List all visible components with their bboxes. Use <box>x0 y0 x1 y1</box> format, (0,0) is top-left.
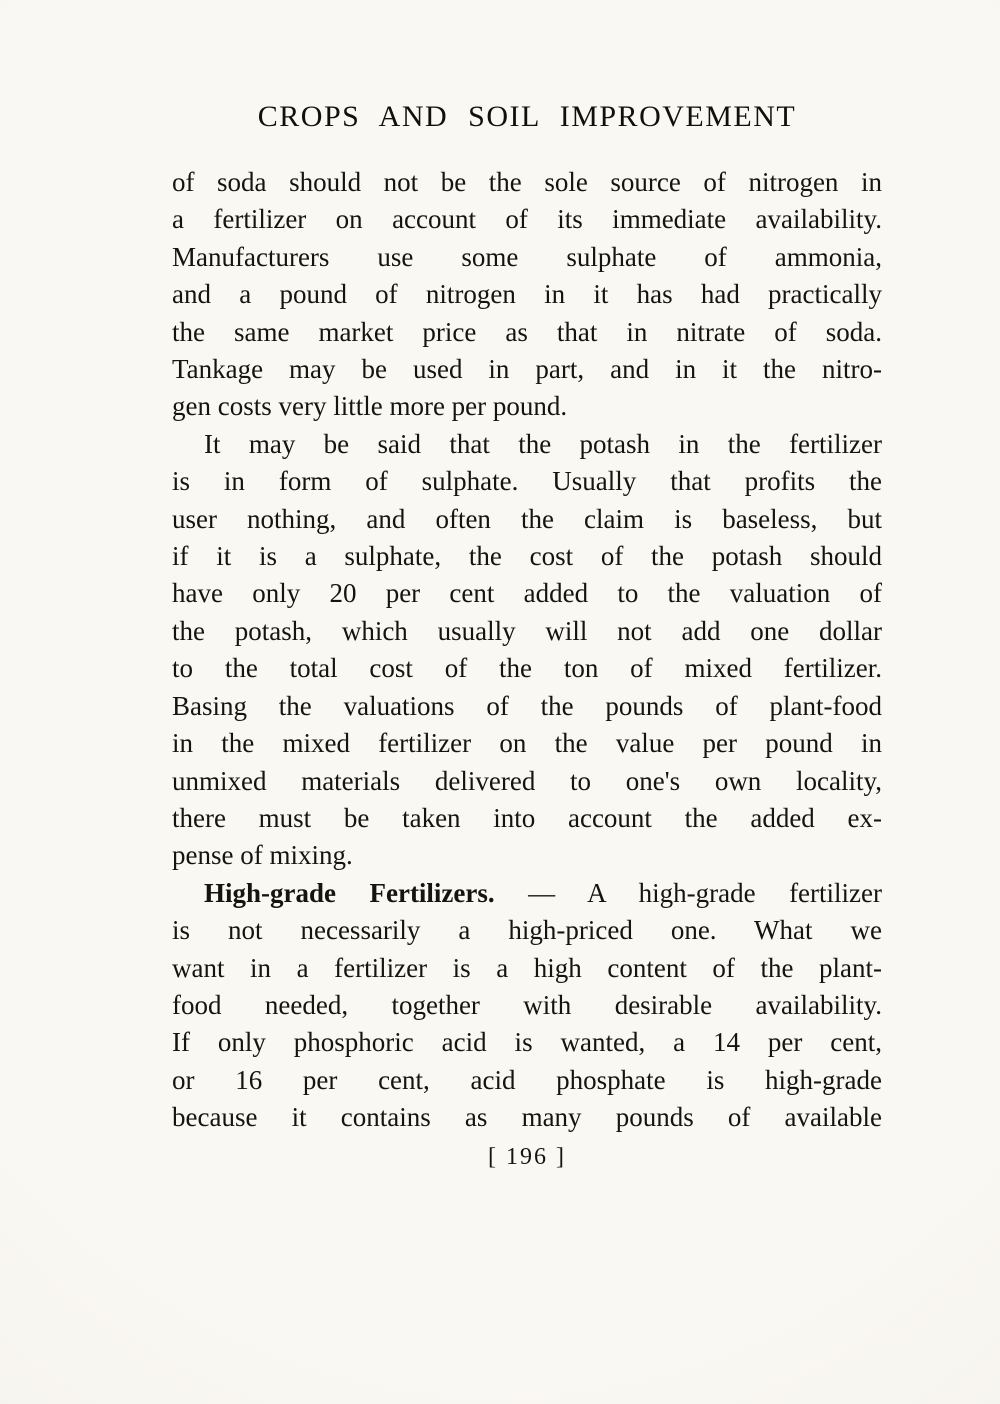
text-line: want in a fertilizer is a high content of the plant- <box>172 952 882 983</box>
text-line: or 16 per cent, acid phosphate is high-grade <box>172 1064 882 1095</box>
text-line: and a pound of nitrogen in it has had practically <box>172 279 882 310</box>
text-line: is not necessarily a high-priced one. What we <box>172 915 882 946</box>
text-line-rest: — A high-grade fertilizer <box>494 877 882 908</box>
text-line: It may be said that the potash in the fertilizer <box>204 428 882 459</box>
text-line: Basing the valuations of the pounds of plant-food <box>172 690 882 721</box>
text-line: the same market price as that in nitrate of soda. <box>172 316 882 347</box>
text-line: there must be taken into account the added ex- <box>172 802 882 833</box>
text-line: in the mixed fertilizer on the value per pound in <box>172 728 882 759</box>
text-line: because it contains as many pounds of available <box>172 1102 882 1133</box>
text-line: is in form of sulphate. Usually that profits the <box>172 466 882 497</box>
text-line: user nothing, and often the claim is baseless, but <box>172 503 882 534</box>
text-line: have only 20 per cent added to the valuation of <box>172 578 882 609</box>
text-line: pense of mixing. <box>172 840 353 871</box>
text-line <box>172 875 882 912</box>
text-line: a fertilizer on account of its immediate availability. <box>172 204 882 235</box>
text-line: Tankage may be used in part, and in it the nitro- <box>172 354 882 385</box>
text-line: If only phosphoric acid is wanted, a 14 per cent, <box>172 1027 882 1058</box>
paragraph-lead-bold: High-grade Fertilizers. <box>204 877 495 908</box>
body-text <box>172 164 882 1137</box>
text-line: to the total cost of the ton of mixed fertilizer. <box>172 653 882 684</box>
text-line: the potash, which usually will not add one dollar <box>172 615 882 646</box>
text-line: gen costs very little more per pound. <box>172 391 568 422</box>
text-line: if it is a sulphate, the cost of the potash should <box>172 541 882 572</box>
page-number: [ 196 ] <box>488 1143 566 1170</box>
text-line: unmixed materials delivered to one's own locality, <box>172 765 882 796</box>
page-header: CROPS AND SOIL IMPROVEMENT <box>257 100 797 133</box>
text-line: of soda should not be the sole source of nitrogen in <box>172 167 882 197</box>
text-line: food needed, together with desirable availability. <box>172 989 882 1020</box>
text-line: Manufacturers use some sulphate of ammonia, <box>172 241 882 272</box>
